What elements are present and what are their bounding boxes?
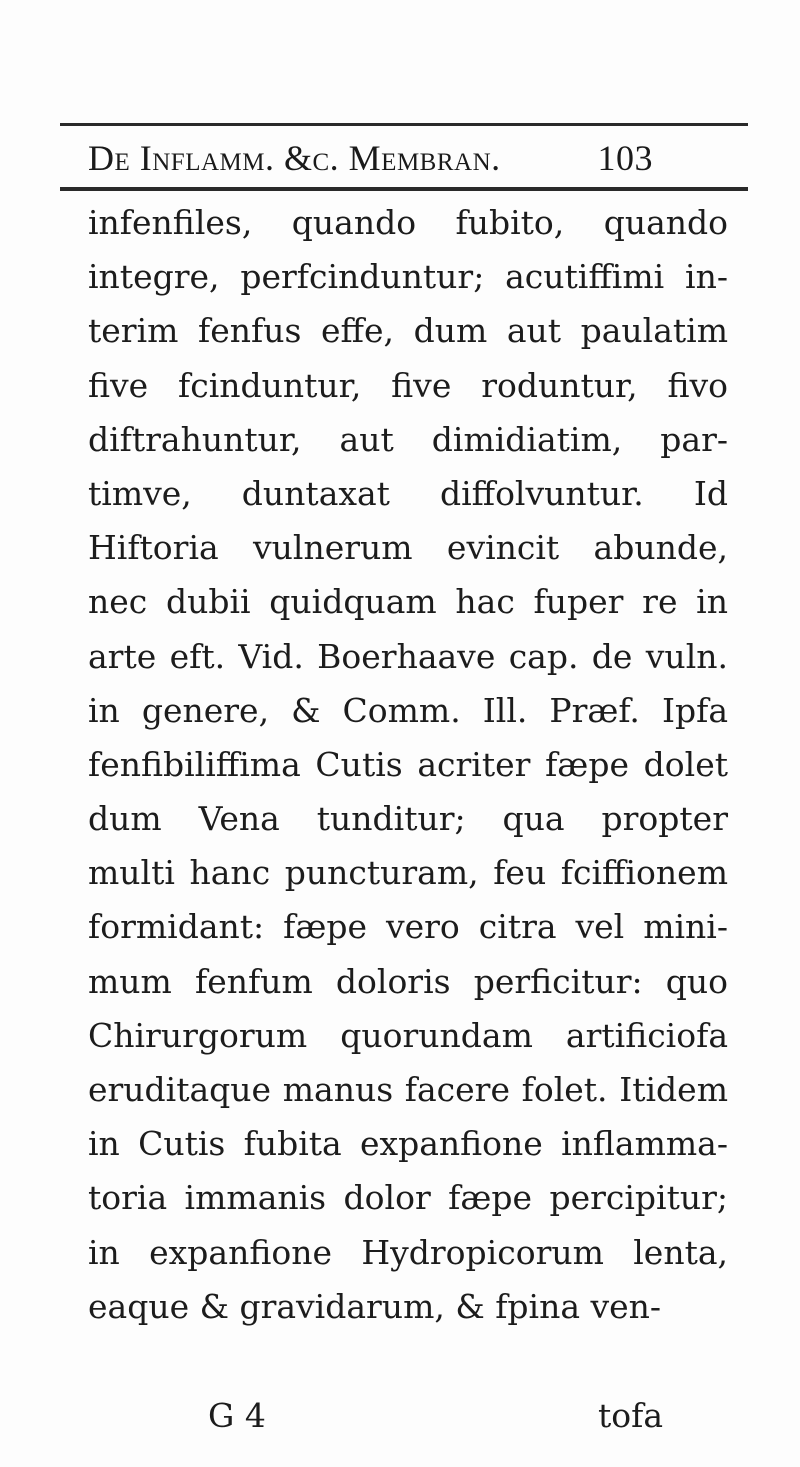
text-line: integre, perfcinduntur; acutiffimi in- <box>88 257 728 297</box>
text-line: timve, duntaxat diffolvuntur. Id <box>88 473 728 513</box>
page-header <box>88 133 653 183</box>
body-text <box>88 196 728 1334</box>
text-line: toria immanis dolor fæpe percipitur; <box>88 1178 728 1218</box>
text-line: in genere, & Comm. Ill. Præf. Ipfa <box>88 690 728 730</box>
text-line: Hiftoria vulnerum evincit abunde, <box>88 528 728 568</box>
text-line: arte eft. Vid. Boerhaave cap. de vuln. <box>88 636 728 676</box>
text-line: in Cutis fubita expanfione inflamma- <box>88 1124 728 1164</box>
text-line: eaque & gravidarum, & fpina ven- <box>88 1286 662 1326</box>
text-line: in expanfione Hydropicorum lenta, <box>88 1232 728 1272</box>
page-number: 103 <box>597 138 653 178</box>
header-rule-bottom <box>60 187 748 191</box>
text-line: multi hanc puncturam, feu fciffionem <box>88 853 728 893</box>
text-line: diftrahuntur, aut dimidiatim, par- <box>88 419 728 459</box>
text-line: Chirurgorum quorundam artificiofa <box>88 1015 728 1055</box>
text-line: formidant: fæpe vero citra vel mini- <box>88 907 728 947</box>
text-line: mum fenfum doloris perficitur: quo <box>88 961 728 1001</box>
text-line: eruditaque manus facere folet. Itidem <box>88 1070 728 1109</box>
header-rule-top <box>60 123 748 126</box>
catchword: tofa <box>598 1396 664 1435</box>
signature-mark: G 4 <box>208 1396 266 1435</box>
page-footer <box>208 1396 728 1450</box>
text-line: nec dubii quidquam hac fuper re in <box>88 582 728 622</box>
text-line: dum Vena tunditur; qua propter <box>88 799 728 839</box>
text-line: terim fenfus effe, dum aut paulatim <box>88 311 728 351</box>
text-line: fenfibiliffima Cutis acriter fæpe dolet <box>88 744 728 784</box>
text-line: infenfiles, quando fubito, quando <box>88 203 728 242</box>
text-line: five fcinduntur, five roduntur, fivo <box>88 365 728 405</box>
running-title: De Inflamm. &c. Membran. <box>88 138 501 178</box>
